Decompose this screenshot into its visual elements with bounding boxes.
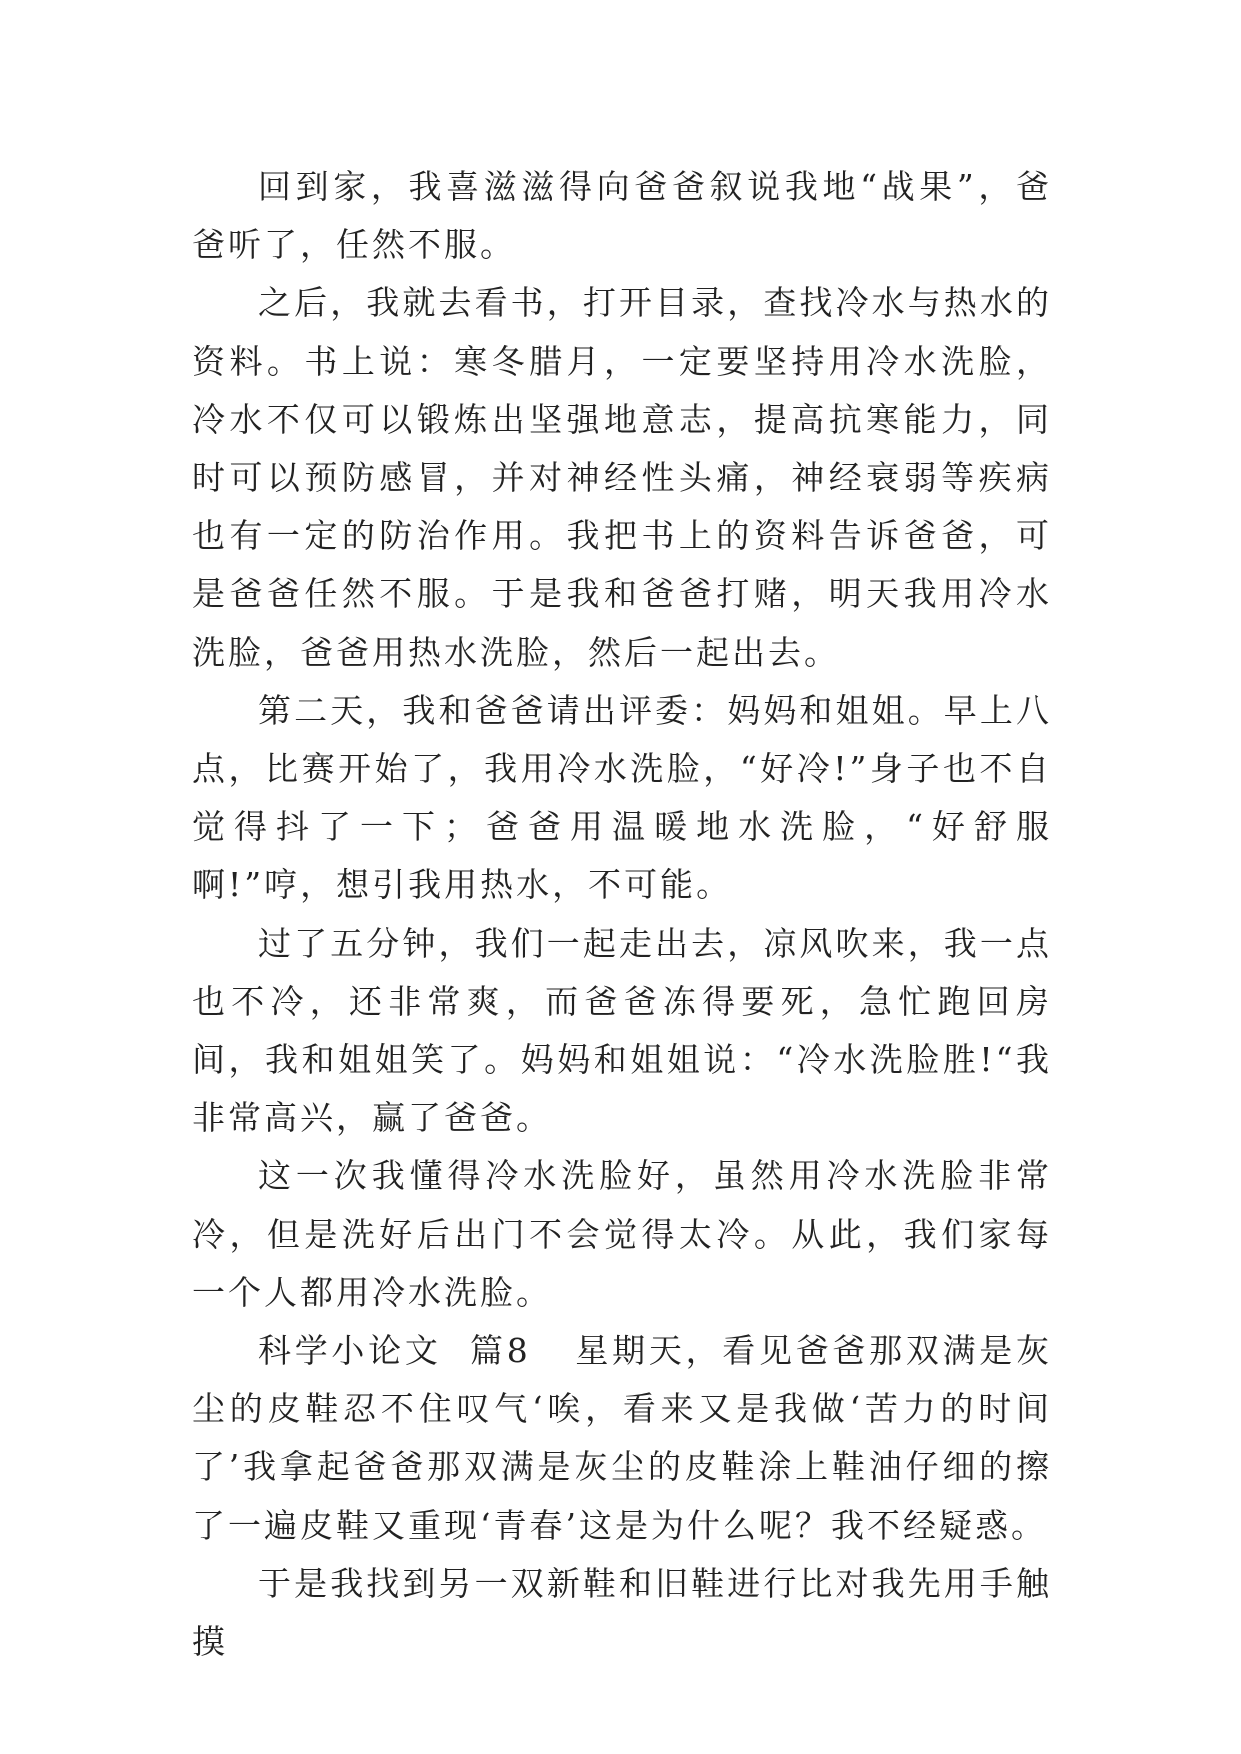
document-body: [192, 158, 1052, 1671]
paragraph-last: 于是我找到另一双新鞋和旧鞋进行比对我先用手触摸: [192, 1563, 1052, 1662]
paragraph-1: 回到家，我喜滋滋得向爸爸叙说我地“战果”，爸爸听了，任然不服。: [192, 167, 1052, 265]
paragraph-2: 之后，我就去看书，打开目录，查找冷水与热水的资料。书上说：寒冬腊月，一定要坚持用冷水洗脸，冷水不仅可以锻炼出坚强地意志，提高抗寒能力，同时可以预防感冒，并对神经性头痛，神经衰弱等疾病也有一定的防治作用。我把书上的资料告诉爸爸，可是爸爸任然不服。于是我和爸爸打赌，明天我用冷水洗脸，爸爸用热水洗脸，然后一起出去。: [192, 283, 1052, 672]
section-heading: 科学小论文 篇8: [258, 1331, 531, 1371]
section-paragraph: [192, 1322, 1052, 1555]
paragraph-5: 这一次我懂得冷水洗脸好，虽然用冷水洗脸非常冷，但是洗好后出门不会觉得太冷。从此，我们家每一个人都用冷水洗脸。: [192, 1156, 1052, 1312]
paragraph-3: 第二天，我和爸爸请出评委：妈妈和姐姐。早上八点，比赛开始了，我用冷水洗脸，“好冷!”身子也不自觉得抖了一下；爸爸用温暖地水洗脸，“好舒服啊!”哼，想引我用热水，不可能。: [192, 690, 1052, 905]
paragraph-4: 过了五分钟，我们一起走出去，凉风吹来，我一点也不冷，还非常爽，而爸爸冻得要死，急忙跑回房间，我和姐姐笑了。妈妈和姐姐说：“冷水洗脸胜!“我非常高兴，赢了爸爸。: [192, 923, 1052, 1138]
section-body: 星期天，看见爸爸那双满是灰尘的皮鞋忍不住叹气‘唉，看来又是我做‘苦力的时间了’我拿起爸爸那双满是灰尘的皮鞋涂上鞋油仔细的擦了一遍皮鞋又重现‘青春’这是为什么呢？我不经疑惑。: [192, 1331, 1052, 1545]
